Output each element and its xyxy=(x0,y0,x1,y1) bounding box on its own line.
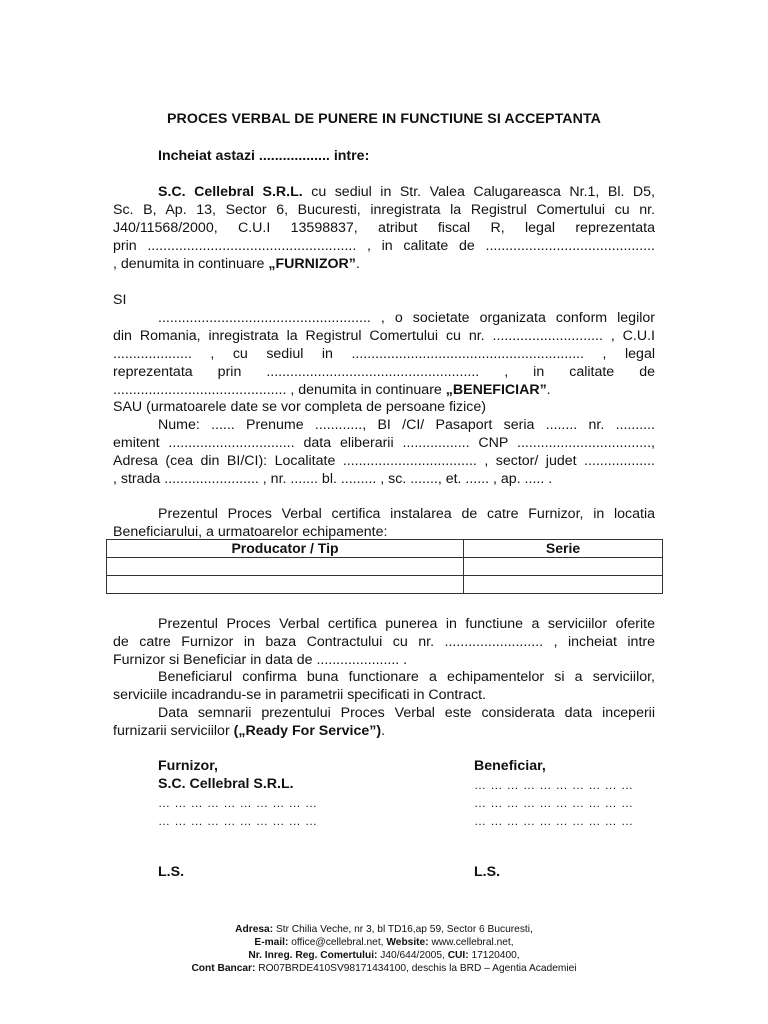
beneficiar-line-3: .................... , cu sediul in ........................................................... , legal xyxy=(113,346,655,362)
footer-email-value: office@cellebral.net, xyxy=(291,937,384,948)
footer-email-label: E-mail: xyxy=(254,937,289,948)
beneficiar-period: . xyxy=(546,382,551,398)
footer-bank-label: Cont Bancar: xyxy=(191,963,256,974)
signature-beneficiar-dots-3: … … … … … … … … … … xyxy=(474,814,634,828)
footer-bank-line xyxy=(0,962,768,976)
beneficiar-line-1: ...................................................... , o societate organizata conform legilor xyxy=(158,310,655,326)
furnizor-line-3: J40/11568/2000, C.U.I 13598837, atribut fiscal R, legal reprezentata xyxy=(113,220,655,236)
furnizor-line-5 xyxy=(113,255,655,273)
signature-furnizor-dots-1: … … … … … … … … … … xyxy=(158,796,318,810)
signature-furnizor-title xyxy=(158,757,218,775)
stamp-furnizor-text: L.S. xyxy=(158,864,185,880)
table-row xyxy=(107,576,663,594)
furnizor-line-2: Sc. B, Ap. 13, Sector 6, Bucuresti, inregistrata la Registrul Comertului cu nr. xyxy=(113,202,655,218)
persoane-fizice-note: SAU (urmatoarele date se vor completa de persoane fizice) xyxy=(113,399,486,415)
footer-reg-label: Nr. Inreg. Reg. Comertului: xyxy=(248,950,378,961)
furnizor-label: „FURNIZOR” xyxy=(268,256,356,272)
footer-website-value: www.cellebral.net, xyxy=(431,937,514,948)
si-separator: SI xyxy=(113,292,127,308)
footer-address-line xyxy=(0,923,768,937)
footer-cui-value: 17120400, xyxy=(471,950,520,961)
footer-website-label: Website: xyxy=(386,937,429,948)
servicii-line-3: Furnizor si Beneficiar in data de ..................... . xyxy=(113,652,408,668)
signature-beneficiar-dots-1: … … … … … … … … … … xyxy=(474,778,634,792)
signature-furnizor-dots-2: … … … … … … … … … … xyxy=(158,814,318,828)
header-serie: Serie xyxy=(464,540,663,558)
beneficiar-title-text: Beneficiar, xyxy=(474,758,546,774)
furnizor-address-start: cu sediul in Str. Valea Calugareasca Nr.1, Bl. D5, xyxy=(311,184,655,200)
intro-line xyxy=(158,147,655,165)
servicii-line-6: Data semnarii prezentului Proces Verbal este considerata data inceperii xyxy=(158,705,655,721)
table-header-row xyxy=(107,540,663,558)
furnizor-line-1 xyxy=(158,183,655,201)
persoane-line-4: Adresa (cea din BI/CI): Localitate .................................. , sector/ judet .................. xyxy=(113,453,655,469)
beneficiar-line-5 xyxy=(113,381,655,399)
furnizor-company-name: S.C. Cellebral S.R.L. xyxy=(158,184,303,200)
stamp-beneficiar xyxy=(474,863,500,881)
footer-adresa-label: Adresa: xyxy=(235,924,274,935)
persoane-line-2: Nume: ...... Prenume ............, BI /CI/ Pasaport seria ........ nr. .......... xyxy=(158,417,655,433)
stamp-beneficiar-text: L.S. xyxy=(474,864,501,880)
furnizor-title-text: Furnizor, xyxy=(158,758,218,774)
servicii-line-7 xyxy=(113,722,655,740)
signature-beneficiar-dots-2: … … … … … … … … … … xyxy=(474,796,634,810)
footer-registry-line xyxy=(0,949,768,963)
ready-for-service-period: . xyxy=(381,723,386,739)
table-cell xyxy=(464,576,663,594)
servicii-line-4: Beneficiarul confirma buna functionare a echipamentelor si a serviciilor, xyxy=(158,669,655,685)
furnizor-denumita-text: , denumita in continuare xyxy=(113,256,265,272)
table-cell xyxy=(107,558,464,576)
equipment-table xyxy=(106,539,663,594)
footer-bank-value: RO07BRDE410SV98171434100, deschis la BRD – Agentia Academiei xyxy=(258,963,577,974)
signature-beneficiar-title xyxy=(474,757,546,775)
document-title: PROCES VERBAL DE PUNERE IN FUNCTIUNE SI ACCEPTANTA xyxy=(166,111,602,127)
persoane-line-5: , strada ........................ , nr. ....... bl. ......... , sc. ......., et. ...... , ap. ..... . xyxy=(113,471,553,487)
header-producator-tip: Producator / Tip xyxy=(107,540,464,558)
stamp-furnizor xyxy=(158,863,184,881)
beneficiar-label: „BENEFICIAR” xyxy=(445,382,547,398)
echipamente-line-2: Beneficiarului, a urmatoarelor echipamente: xyxy=(113,524,388,540)
signature-furnizor-company xyxy=(158,775,294,793)
footer-contact-line xyxy=(0,936,768,950)
furnizor-company-text: S.C. Cellebral S.R.L. xyxy=(158,776,294,792)
furnizor-line-4: prin ..................................................... , in calitate de ........................................... xyxy=(113,238,655,254)
footer-reg-value: J40/644/2005, xyxy=(380,950,445,961)
echipamente-line-1: Prezentul Proces Verbal certifica instalarea de catre Furnizor, in locatia xyxy=(158,506,655,522)
table-cell xyxy=(107,576,464,594)
furnizor-period: . xyxy=(355,256,360,272)
footer-cui-label: CUI: xyxy=(447,950,469,961)
beneficiar-line-2: din Romania, inregistrata la Registrul Comertului cu nr. ............................ , C.U.I xyxy=(113,328,655,344)
ready-for-service-pre: furnizarii serviciilor xyxy=(113,723,230,739)
table-cell xyxy=(464,558,663,576)
persoane-line-3: emitent ................................ data eliberarii ................. CNP .................................., xyxy=(113,435,655,451)
intro-text: Incheiat astazi .................. intre: xyxy=(158,148,370,164)
servicii-line-5: serviciile incadrandu-se in parametrii specificati in Contract. xyxy=(113,687,486,703)
beneficiar-line-4: reprezentata prin ...................................................... , in calitate de xyxy=(113,364,655,380)
footer-adresa-value: Str Chilia Veche, nr 3, bl TD16,ap 59, Sector 6 Bucuresti, xyxy=(275,924,533,935)
servicii-line-2: de catre Furnizor in baza Contractului cu nr. ......................... , incheiat intre xyxy=(113,634,655,650)
ready-for-service-label: („Ready For Service”) xyxy=(233,723,382,739)
table-row xyxy=(107,558,663,576)
beneficiar-denumita-text: ............................................ , denumita in continuare xyxy=(113,382,442,398)
servicii-line-1: Prezentul Proces Verbal certifica punerea in functiune a serviciilor oferite xyxy=(158,616,655,632)
